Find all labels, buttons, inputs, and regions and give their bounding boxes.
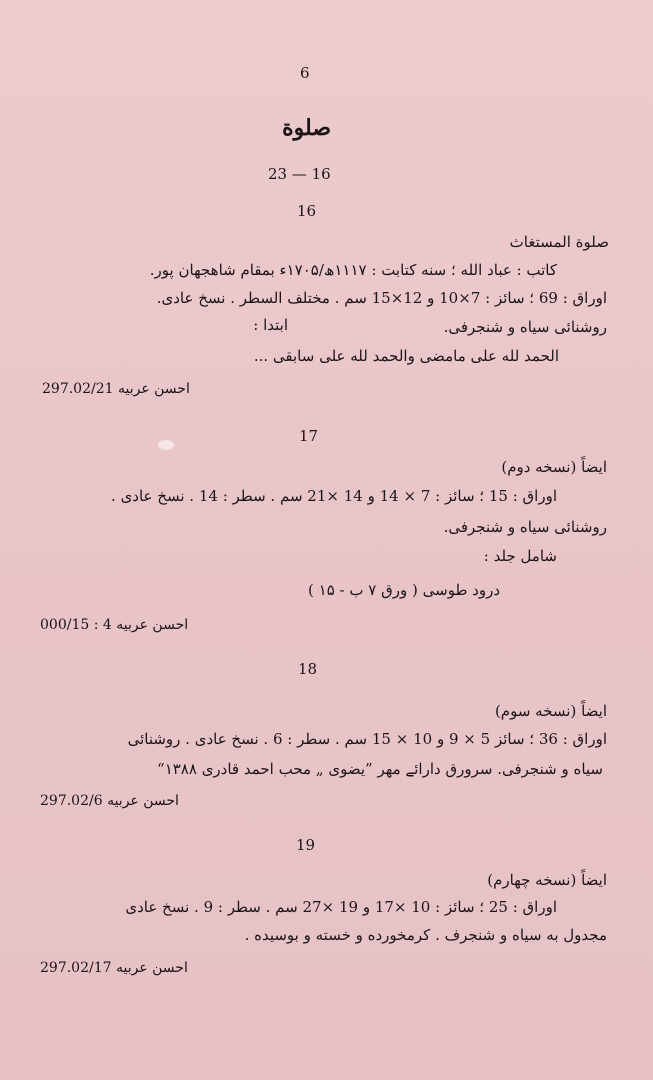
entry-line: کاتب : عباد الله ؛ سنه کتابت : ۱۱۱۷ھ/۱۷۰۵ء بمقام شاهجهان پور.	[149, 261, 557, 279]
entry-number: 16	[297, 202, 317, 220]
entry-line: اوراق : 25 ؛ سائز : 10 ×17 و 19 ×27 سم . سطر : 9 . نسخ عادی	[125, 898, 557, 916]
entry-line: روشنائی سیاه و شنجرفی.	[443, 318, 607, 336]
entry-line: شامل جلد :	[483, 547, 557, 565]
page-smudge	[158, 440, 174, 450]
page-title: صلوة	[282, 115, 331, 141]
catalog-ref: احسن عربیه 297.02/6	[40, 793, 179, 809]
page-number: 6	[300, 64, 310, 82]
entry-line: مجدول به سیاه و شنجرف . کرمخورده و خسته و بوسیده .	[244, 926, 607, 944]
entry-line: سیاه و شنجرفی. سرورق دارائے مهر ”یضوی „ محب احمد قادری ۱۳۸۸“	[157, 760, 603, 778]
entry-line: درود طوسی ( ورق ۷ ب - ۱۵ )	[308, 581, 500, 599]
catalog-ref: احسن عربیه 297.02/17	[40, 960, 188, 976]
catalog-ref: احسن عربیه 297.02/21	[42, 381, 190, 397]
entry-line: الحمد لله علی مامضی والحمد لله علی سابقی ...	[253, 347, 559, 365]
entry-number: 19	[296, 836, 316, 854]
entry-number: 17	[299, 427, 319, 445]
entry-title: ایضاً (نسخه دوم)	[501, 458, 607, 476]
entry-line: ابتدا :	[253, 316, 288, 334]
entry-title: صلوة المستغاث	[509, 233, 609, 251]
entry-title: ایضاً (نسخه چهارم)	[487, 871, 607, 889]
catalog-ref: احسن عربیه 4 : 000/15	[40, 617, 189, 633]
entry-line: روشنائی سیاه و شنجرفی.	[443, 518, 607, 536]
entry-line: اوراق : 69 ؛ سائز : 7×10 و 12×15 سم . مختلف السطر . نسخ عادی.	[156, 289, 607, 307]
entry-range: 23 — 16	[268, 165, 331, 183]
entry-line: اوراق : 36 ؛ سائز 5 × 9 و 10 × 15 سم . سطر : 6 . نسخ عادی . روشنائی	[127, 730, 607, 748]
entry-line: اوراق : 15 ؛ سائز : 7 × 14 و 14 ×21 سم . سطر : 14 . نسخ عادی .	[111, 487, 557, 505]
entry-number: 18	[298, 660, 318, 678]
entry-title: ایضاً (نسخه سوم)	[494, 702, 607, 720]
